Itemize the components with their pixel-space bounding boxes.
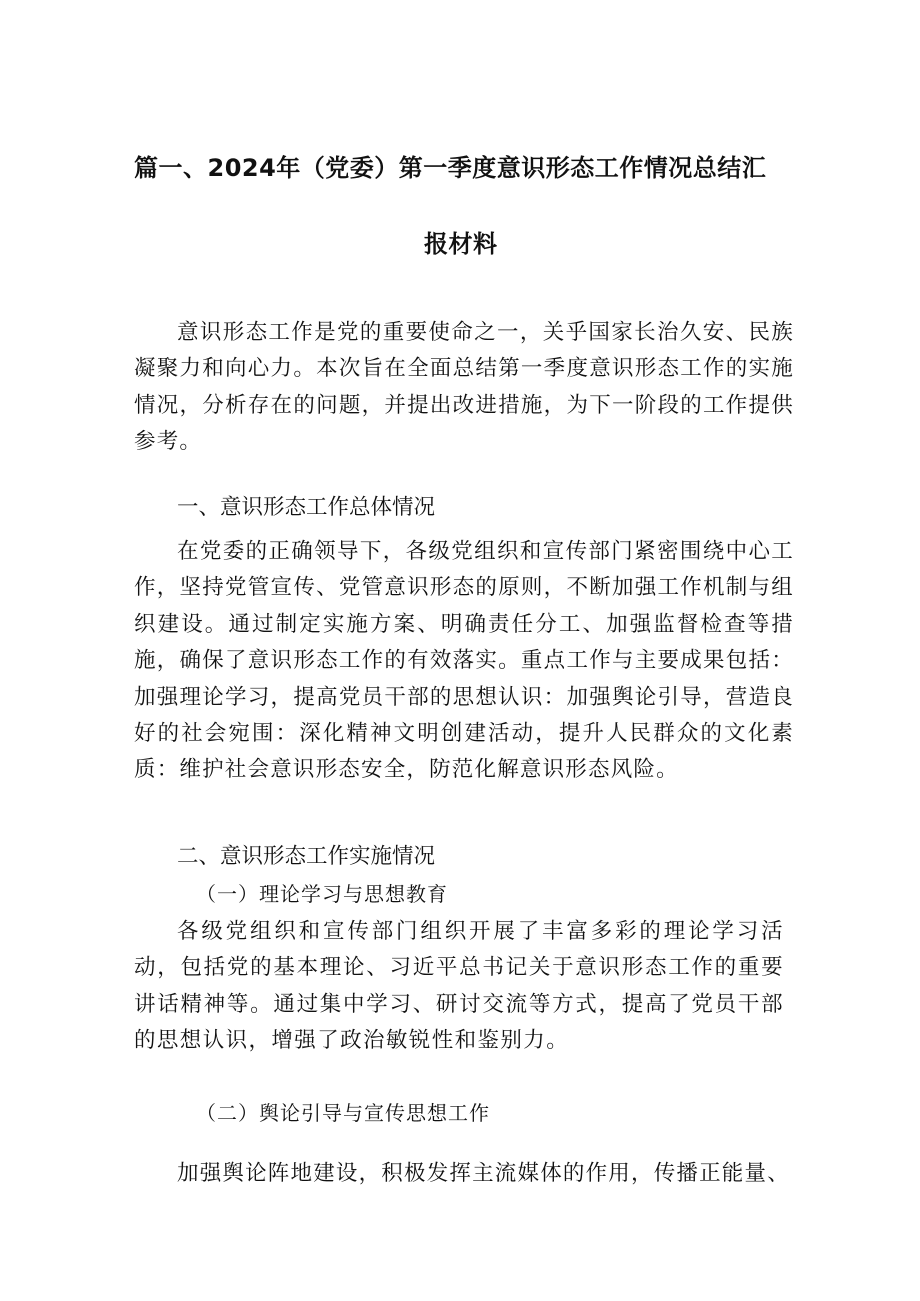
subsection-2-heading: （二）舆论引导与宣传思想工作 (196, 1101, 490, 1125)
intro-paragraph: 意识形态工作是党的重要使命之一，关乎国家长治久安、民族凝聚力和向心力。本次旨在全面总结第一季度意识形态工作的实施情况，分析存在的问题，并提出改进措施，为下一阶段的工作提供参考。 (134, 320, 794, 455)
subsection-2-paragraph: 加强舆论阵地建设，积极发挥主流媒体的作用，传播正能量、 (177, 1161, 790, 1186)
subsection-1-heading: （一）理论学习与思想教育 (196, 882, 448, 906)
section-2-heading: 二、意识形态工作实施情况 (177, 844, 436, 869)
section-1-heading: 一、意识形态工作总体情况 (177, 495, 436, 520)
subsection-1-paragraph: 各级党组织和宣传部门组织开展了丰富多彩的理论学习活动，包括党的基本理论、习近平总书记关于意识形态工作的重要讲话精神等。通过集中学习、研讨交流等方式，提高了党员干部的思想认识，增强了政治敏锐性和鉴别力。 (134, 919, 784, 1054)
document-title-line-1: 篇一、2024年（党委）第一季度意识形态工作情况总结汇 (134, 154, 767, 182)
document-title-line-2: 报材料 (424, 230, 498, 258)
section-1-paragraph: 在党委的正确领导下，各级党组织和宣传部门紧密围绕中心工作，坚持党管宣传、党管意识形态的原则，不断加强工作机制与组织建设。通过制定实施方案、明确责任分工、加强监督检查等措施，确保了意识形态工作的有效落实。重点工作与主要成果包括：加强理论学习，提高党员干部的思想认识：加强舆论引导，营造良好的社会宛围：深化精神文明创建活动，提升人民群众的文化素质：维护社会意识形态安全，防范化解意识形态风险。 (134, 539, 794, 783)
